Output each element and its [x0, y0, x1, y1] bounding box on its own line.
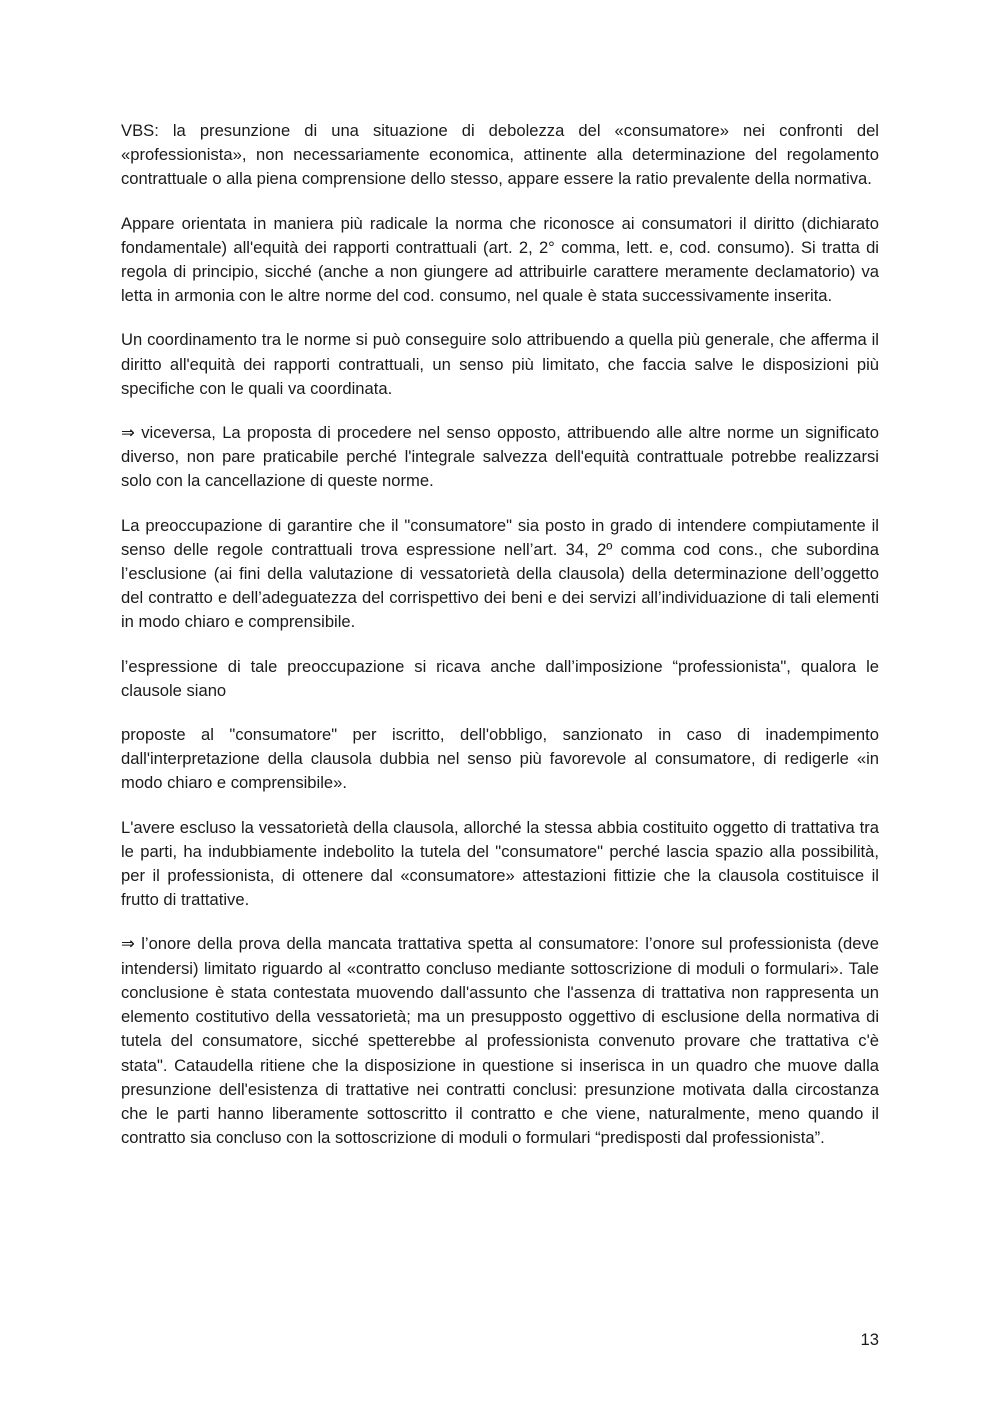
paragraph-espressione: l’espressione di tale preoccupazione si ricava anche dall’imposizione “professionista", qualora le clausole siano — [121, 656, 879, 700]
page-number: 13 — [860, 1330, 879, 1349]
paragraph-onere-prova: ⇒ l’onore della prova della mancata trattativa spetta al consumatore: l’onore sul professionista (deve intendersi) limitato riguardo al «contratto concluso mediante sottoscrizione di moduli o formulari». Tale conclusione è stata contestata muovendo dall'assunto che l'assenza di trattativa non rappresenta un elemento costitutivo della vessatorietà; ma un presupposto oggettivo di esclusione della normativa di tutela del consumatore, sicché spetterebbe al professionista convenuto provare che trattativa c'è stata". Cataudella ritiene che la disposizione in questione si inserisca in un quadro che muove dalla presunzione dell'esistenza di trattative nei contratti conclusi: presunzione motivata dalla circostanza che le parti hanno liberamente sottoscritto il contratto e che viene, naturalmente, meno quando il contratto sia concluso con la sottoscrizione di moduli o formulari “predisposti dal professionista”. — [121, 934, 879, 1148]
paragraph-proposte: proposte al "consumatore" per iscritto, dell'obbligo, sanzionato in caso di inadempimento dall'interpretazione della clausola dubbia nel senso più favorevole al consumatore, di redigerle «in modo chiaro e comprensibile». — [121, 725, 879, 793]
paragraph-vessatorieta: L'avere escluso la vessatorietà della clausola, allorché la stessa abbia costituito oggetto di trattativa tra le parti, ha indubbiamente indebolito la tutela del "consumatore" perché lascia spazio alla possibilità, per il professionista, di ottenere dal «consumatore» attestazioni fittizie che la clausola costituisce il frutto di trattative. — [121, 817, 879, 910]
paragraph-vbs-presunzione: VBS: la presunzione di una situazione di debolezza del «consumatore» nei confronti del «professionista», non necessariamente economica, attinente alla determinazione del regolamento contrattuale o alla piena comprensione dello stesso, appare essere la ratio prevalente della normativa. — [121, 121, 879, 189]
page-body — [121, 119, 879, 1170]
paragraph-norma-equita: Appare orientata in maniera più radicale la norma che riconosce ai consumatori il diritto (dichiarato fondamentale) all'equità dei rapporti contrattuali (art. 2, 2° comma, lett. e, cod. consumo). Si tratta di regola di principio, sicché (anche a non giungere ad attribuirle carattere meramente declamatorio) va letta in armonia con le altre norme del cod. consumo, nel quale è stata successivamente inserita. — [121, 213, 879, 306]
paragraph-viceversa: ⇒ viceversa, La proposta di procedere nel senso opposto, attribuendo alle altre norme un significato diverso, non pare praticabile perché l'integrale salvezza dell'equità contrattuale potrebbe realizzarsi solo con la cancellazione di queste norme. — [121, 423, 879, 491]
paragraph-coordinamento: Un coordinamento tra le norme si può conseguire solo attribuendo a quella più generale, che afferma il diritto all'equità dei rapporti contrattuali, un senso più limitato, che faccia salve le disposizioni più specifiche con le quali va coordinata. — [121, 330, 879, 398]
paragraph-preoccupazione: La preoccupazione di garantire che il "consumatore" sia posto in grado di intendere compiutamente il senso delle regole contrattuali trova espressione nell’art. 34, 2º comma cod cons., che subordina l’esclusione (ai fini della valutazione di vessatorietà della clausola) della determinazione dell’oggetto del contratto e dell’adeguatezza del corrispettivo dei beni e dei servizi all’individuazione di tali elementi in modo chiaro e comprensibile. — [121, 515, 879, 632]
